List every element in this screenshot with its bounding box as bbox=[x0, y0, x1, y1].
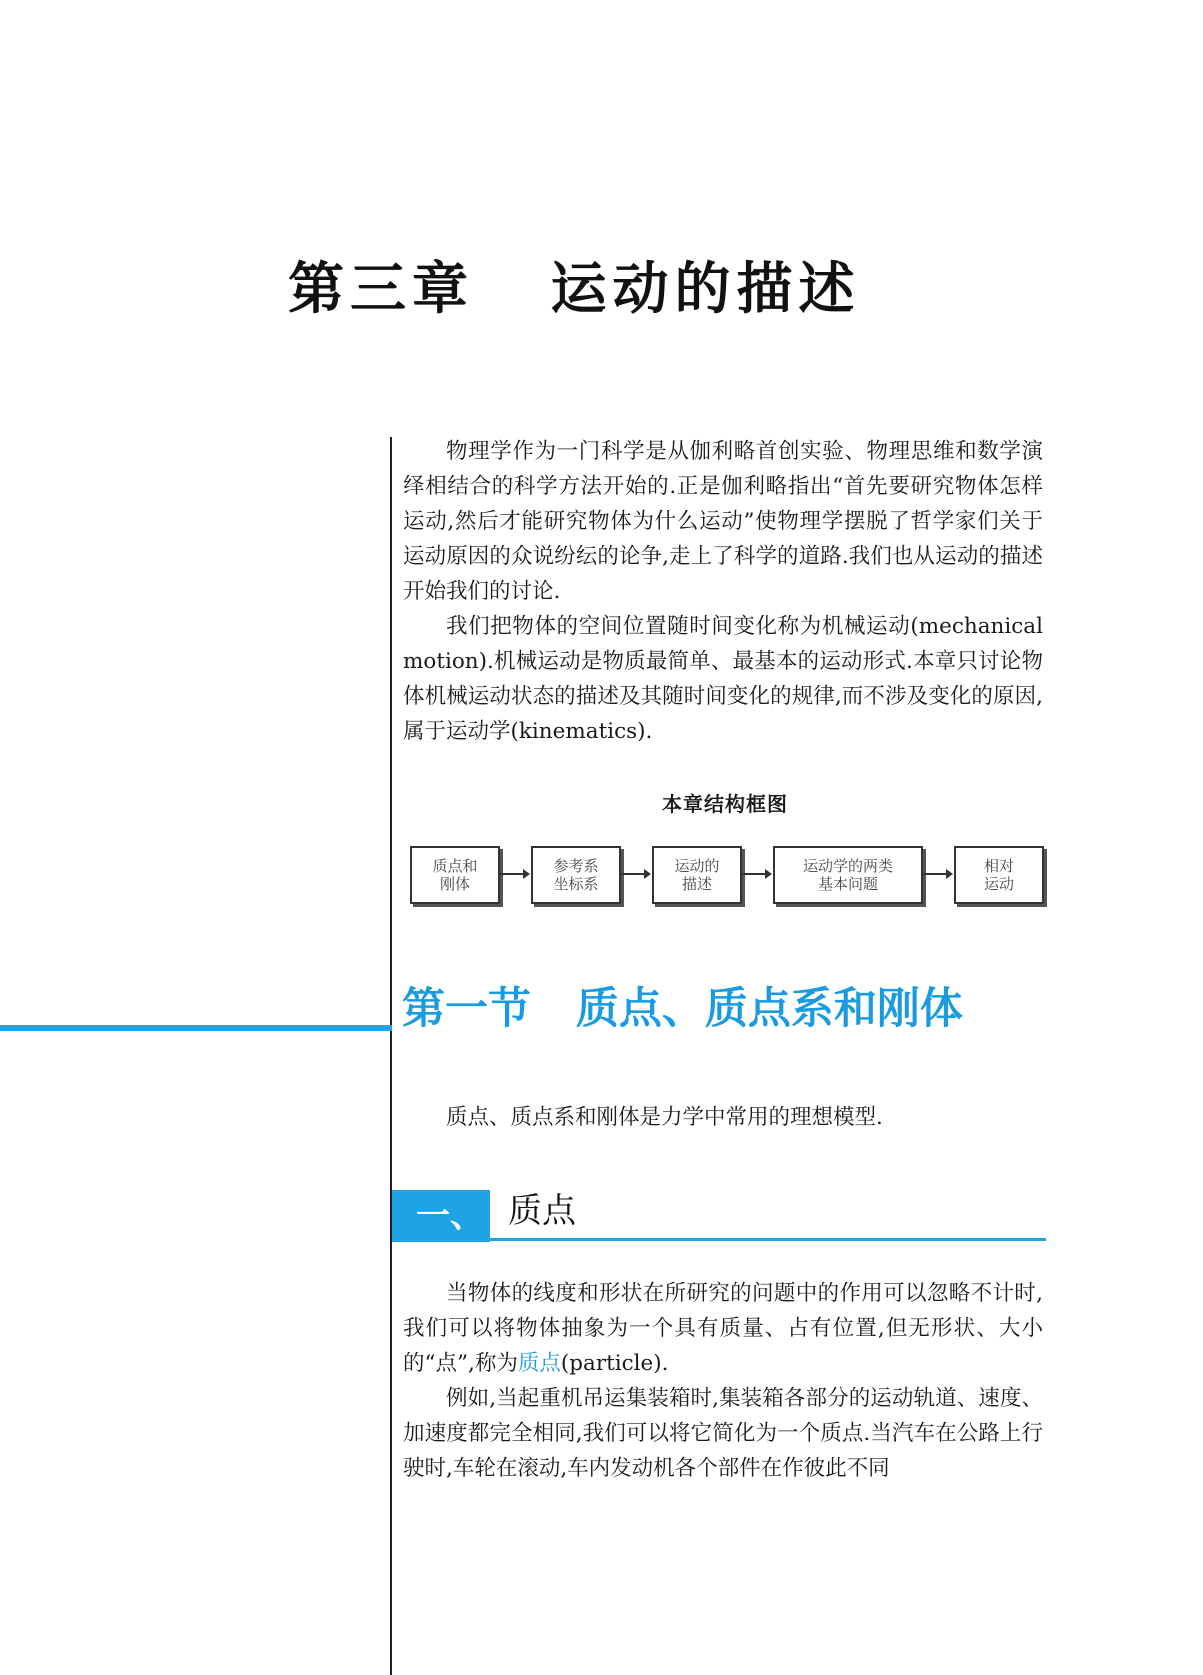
example-paragraph: 例如,当起重机吊运集装箱时,集装箱各部分的运动轨道、速度、加速度都完全相同,我们可以将它简化为一个质点.当汽车在公路上行驶时,车轮在滚动,车内发动机各个部件在作彼此不同 bbox=[403, 1386, 1043, 1481]
section-accent-rule bbox=[0, 1025, 392, 1031]
diagram-box-relative-motion: 相对 运动 bbox=[954, 846, 1044, 904]
diagram-arrow bbox=[742, 873, 770, 875]
subsection-number: 一、 bbox=[392, 1190, 490, 1242]
subsection-rule bbox=[490, 1238, 1046, 1241]
diagram-title: 本章结构框图 bbox=[662, 792, 788, 816]
intro-paragraph-1: 物理学作为一门科学是从伽利略首创实验、物理思维和数学演绎相结合的科学方法开始的.正是伽利略指出“首先要研究物体怎样运动,然后才能研究物体为什么运动”使物理学摆脱了哲学家们关于运动原因的众说纷纭的论争,走上了科学的道路.我们也从运动的描述开始我们的讨论. bbox=[403, 439, 1043, 604]
chapter-intro bbox=[403, 434, 1043, 749]
intro-paragraph-2: 我们把物体的空间位置随时间变化称为机械运动(mechanical motion).机械运动是物质最简单、最基本的运动形式.本章只讨论物体机械运动状态的描述及其随时间变化的规律,而不涉及变化的原因,属于运动学(kinematics). bbox=[403, 614, 1043, 744]
diagram-arrow bbox=[621, 873, 649, 875]
section-title: 第一节 质点、质点系和刚体 bbox=[402, 984, 963, 1034]
subsection-body bbox=[403, 1276, 1043, 1486]
diagram-box-motion-description: 运动的 描述 bbox=[652, 846, 742, 904]
diagram-box-reference-frame: 参考系 坐标系 bbox=[531, 846, 621, 904]
chapter-structure-diagram bbox=[410, 846, 1040, 908]
subsection-title: 质点 bbox=[508, 1191, 576, 1231]
diagram-arrow bbox=[500, 873, 528, 875]
section-intro: 质点、质点系和刚体是力学中常用的理想模型. bbox=[446, 1105, 883, 1130]
particle-definition-paragraph: 当物体的线度和形状在所研究的问题中的作用可以忽略不计时,我们可以将物体抽象为一个具有质量、占有位置,但无形状、大小的“点”,称为质点(particle). bbox=[403, 1281, 1043, 1376]
diagram-arrow bbox=[923, 873, 951, 875]
diagram-box-particle-rigid-body: 质点和 刚体 bbox=[410, 846, 500, 904]
chapter-title: 第三章 运动的描述 bbox=[288, 257, 861, 322]
term-particle: 质点 bbox=[517, 1351, 561, 1376]
margin-rule bbox=[390, 437, 392, 1675]
diagram-box-kinematics-problems: 运动学的两类 基本问题 bbox=[773, 846, 923, 904]
